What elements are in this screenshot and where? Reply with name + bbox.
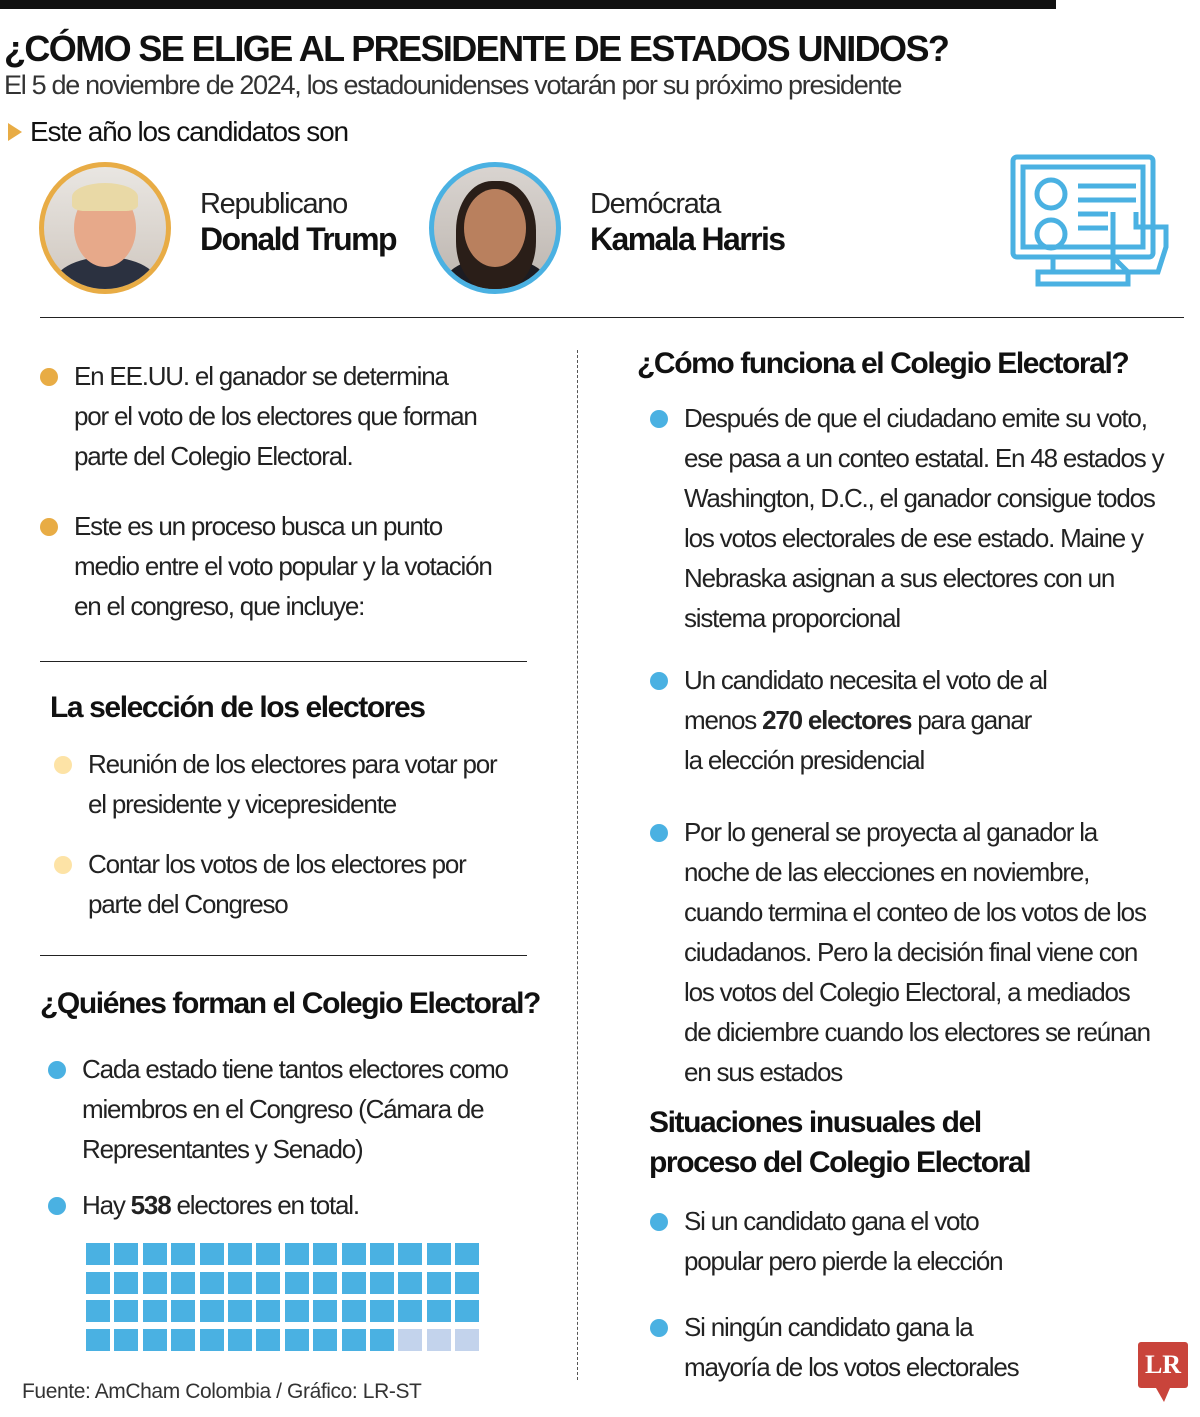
grid-cell-filled [285,1243,309,1265]
grid-cell-filled [256,1243,280,1265]
how-title: ¿Cómo funciona el Colegio Electoral? [637,347,1129,380]
grid-cell-filled [86,1329,110,1351]
grid-cell-filled [114,1272,138,1294]
unusual-title: Situaciones inusuales del proceso del Colegio Electoral [649,1106,1031,1179]
list-item: Si un candidato gana el voto popular pero pierde la elección [650,1201,1150,1281]
source-note: Fuente: AmCham Colombia / Gráfico: LR-ST [22,1380,422,1403]
list-item: Reunión de los electores para votar por el presidente y vicepresidente [54,744,514,824]
grid-cell-filled [200,1300,224,1322]
grid-cell-filled [256,1272,280,1294]
bullet-icon [54,856,72,874]
grid-cell-filled [171,1272,195,1294]
bullet-icon [48,1061,66,1079]
list-item: En EE.UU. el ganador se determina por el voto de los electores que forman parte del Colegio Electoral. [40,356,520,476]
democrat-candidate: Demócrata Kamala Harris [590,188,785,257]
bullet-icon [40,518,58,536]
divider [40,661,527,662]
grid-cell-empty [398,1329,422,1351]
grid-cell-filled [370,1300,394,1322]
grid-cell-filled [455,1272,479,1294]
bullet-icon [54,756,72,774]
triangle-icon [8,123,22,141]
grid-cell-filled [398,1300,422,1322]
bullet-icon [650,824,668,842]
grid-cell-empty [455,1329,479,1351]
grid-cell-filled [228,1272,252,1294]
grid-cell-filled [342,1243,366,1265]
grid-cell-filled [313,1300,337,1322]
grid-cell-filled [313,1329,337,1351]
grid-cell-filled [313,1243,337,1265]
selection-title: La selección de los electores [50,691,425,724]
grid-cell-filled [114,1243,138,1265]
who-list [48,1049,528,1225]
list-item: Después de que el ciudadano emite su voto, ese pasa a un conteo estatal. En 48 estados y Washington, D.C., el ganador consigue todos los votos electorales de ese estado. Maine y Nebraska asignan a sus electores con un sistema proporcional [650,398,1170,638]
list-item: Hay 538 electores en total. [48,1185,528,1225]
grid-cell-filled [342,1329,366,1351]
grid-cell-filled [86,1300,110,1322]
grid-cell-filled [171,1243,195,1265]
lr-logo: LR [1138,1342,1188,1388]
grid-cell-filled [143,1300,167,1322]
grid-cell-filled [86,1243,110,1265]
grid-cell-filled [114,1300,138,1322]
grid-cell-filled [285,1329,309,1351]
electors-waffle-chart [86,1243,479,1351]
list-item: Este es un proceso busca un punto medio entre el voto popular y la votación en el congreso, que incluye: [40,506,520,626]
list-item: Por lo general se proyecta al ganador la noche de las elecciones en noviembre, cuando termina el conteo de los votos de los ciudadanos. Pero la decisión final viene con los votos del Colegio Electoral, a mediados de diciembre cuando los electores se reúnan en sus estados [650,812,1170,1092]
bullet-icon [650,1213,668,1231]
grid-cell-filled [256,1300,280,1322]
list-item: Si ningún candidato gana la mayoría de los votos electorales [650,1307,1150,1387]
grid-cell-filled [86,1272,110,1294]
bullet-icon [650,1319,668,1337]
selection-list [54,744,514,924]
grid-cell-filled [200,1329,224,1351]
grid-cell-filled [228,1300,252,1322]
bullet-icon [650,410,668,428]
grid-cell-filled [228,1329,252,1351]
grid-cell-filled [398,1272,422,1294]
grid-cell-filled [256,1329,280,1351]
grid-cell-filled [313,1272,337,1294]
unusual-list [650,1201,1150,1387]
grid-cell-filled [370,1243,394,1265]
grid-cell-filled [228,1243,252,1265]
who-title: ¿Quiénes forman el Colegio Electoral? [40,987,540,1020]
trump-photo [39,162,171,294]
harris-photo [429,162,561,294]
how-list [650,398,1170,1092]
grid-cell-filled [370,1272,394,1294]
grid-cell-filled [143,1329,167,1351]
grid-cell-filled [200,1243,224,1265]
grid-cell-filled [143,1272,167,1294]
grid-cell-filled [427,1243,451,1265]
bullet-icon [40,368,58,386]
subtitle: El 5 de noviembre de 2024, los estadounidenses votarán por su próximo presidente [4,70,902,100]
bullet-icon [650,672,668,690]
online-voting-icon [1008,152,1173,292]
grid-cell-filled [427,1272,451,1294]
page-title: ¿CÓMO SE ELIGE AL PRESIDENTE DE ESTADOS UNIDOS? [4,28,949,69]
republican-candidate: Republicano Donald Trump [200,188,396,257]
grid-cell-filled [171,1329,195,1351]
column-divider [577,350,578,1380]
top-rule [0,0,1056,9]
list-item: Cada estado tiene tantos electores como miembros en el Congreso (Cámara de Representantes y Senado) [48,1049,528,1169]
divider [40,955,527,956]
grid-cell-filled [342,1300,366,1322]
grid-cell-filled [200,1272,224,1294]
grid-cell-filled [455,1243,479,1265]
grid-cell-empty [427,1329,451,1351]
bullet-icon [48,1197,66,1215]
list-item: Un candidato necesita el voto de al menos 270 electores para ganar la elección presidencial [650,660,1170,780]
grid-cell-filled [285,1272,309,1294]
grid-cell-filled [342,1272,366,1294]
intro-list [40,356,520,626]
divider [40,317,1184,318]
grid-cell-filled [143,1243,167,1265]
grid-cell-filled [398,1243,422,1265]
grid-cell-filled [114,1329,138,1351]
list-item: Contar los votos de los electores por parte del Congreso [54,844,514,924]
grid-cell-filled [427,1300,451,1322]
grid-cell-filled [285,1300,309,1322]
candidates-heading: Este año los candidatos son [8,116,348,148]
grid-cell-filled [455,1300,479,1322]
grid-cell-filled [370,1329,394,1351]
grid-cell-filled [171,1300,195,1322]
